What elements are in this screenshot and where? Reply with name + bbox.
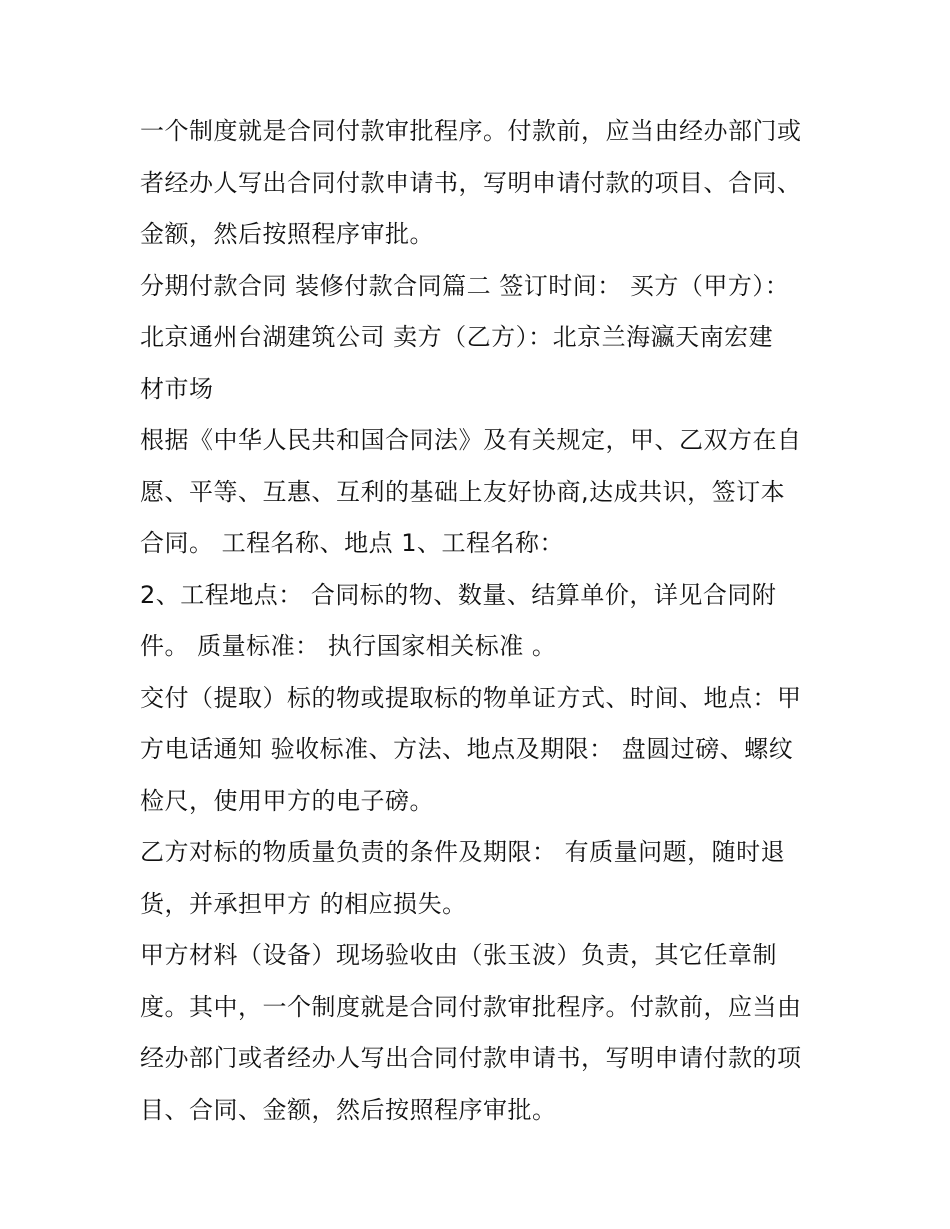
text-line: 度。其中，一个制度就是合同付款审批程序。付款前，应当由 <box>140 992 802 1021</box>
text-line: 根据《中华人民共和国合同法》及有关规定，甲、乙双方在自 <box>140 426 802 454</box>
text-line: 经办部门或者经办人写出合同付款申请书，写明申请付款的项 <box>140 1044 802 1072</box>
text-line: 一个制度就是合同付款审批程序。付款前，应当由经办部门或 <box>140 117 802 145</box>
document-body <box>140 106 820 1136</box>
text-line: 金额，然后按照程序审批。 <box>140 220 434 248</box>
text-line: 材市场 <box>140 374 214 403</box>
text-line: 分期付款合同 装修付款合同篇二 签订时间： 买方（甲方）： <box>140 271 790 300</box>
text-line: 方电话通知 验收标准、方法、地点及期限： 盘圆过磅、螺纹 <box>140 735 794 763</box>
text-line: 甲方材料（设备）现场验收由（张玉波）负责，其它任章制 <box>140 941 777 969</box>
text-line: 货，并承担甲方 的相应损失。 <box>140 889 467 918</box>
text-line: 合同。 工程名称、地点 1、工程名称： <box>140 529 565 557</box>
text-line: 愿、平等、互惠、互利的基础上友好协商,达成共识，签订本 <box>140 477 786 506</box>
text-line: 目、合同、金额，然后按照程序审批。 <box>140 1095 557 1124</box>
text-line: 2、工程地点： 合同标的物、数量、结算单价，详见合同附 <box>140 580 777 609</box>
text-line: 北京通州台湖建筑公司 卖方（乙方）：北京兰海瀛天南宏建 <box>140 323 774 351</box>
text-line: 交付（提取）标的物或提取标的物单证方式、时间、地点：甲 <box>140 683 802 712</box>
text-line: 乙方对标的物质量负责的条件及期限： 有质量问题，随时退 <box>140 838 786 866</box>
text-line: 件。 质量标准： 执行国家相关标准 。 <box>140 632 557 660</box>
text-line: 检尺，使用甲方的电子磅。 <box>140 786 434 815</box>
text-line: 者经办人写出合同付款申请书，写明申请付款的项目、合同、 <box>140 168 802 197</box>
